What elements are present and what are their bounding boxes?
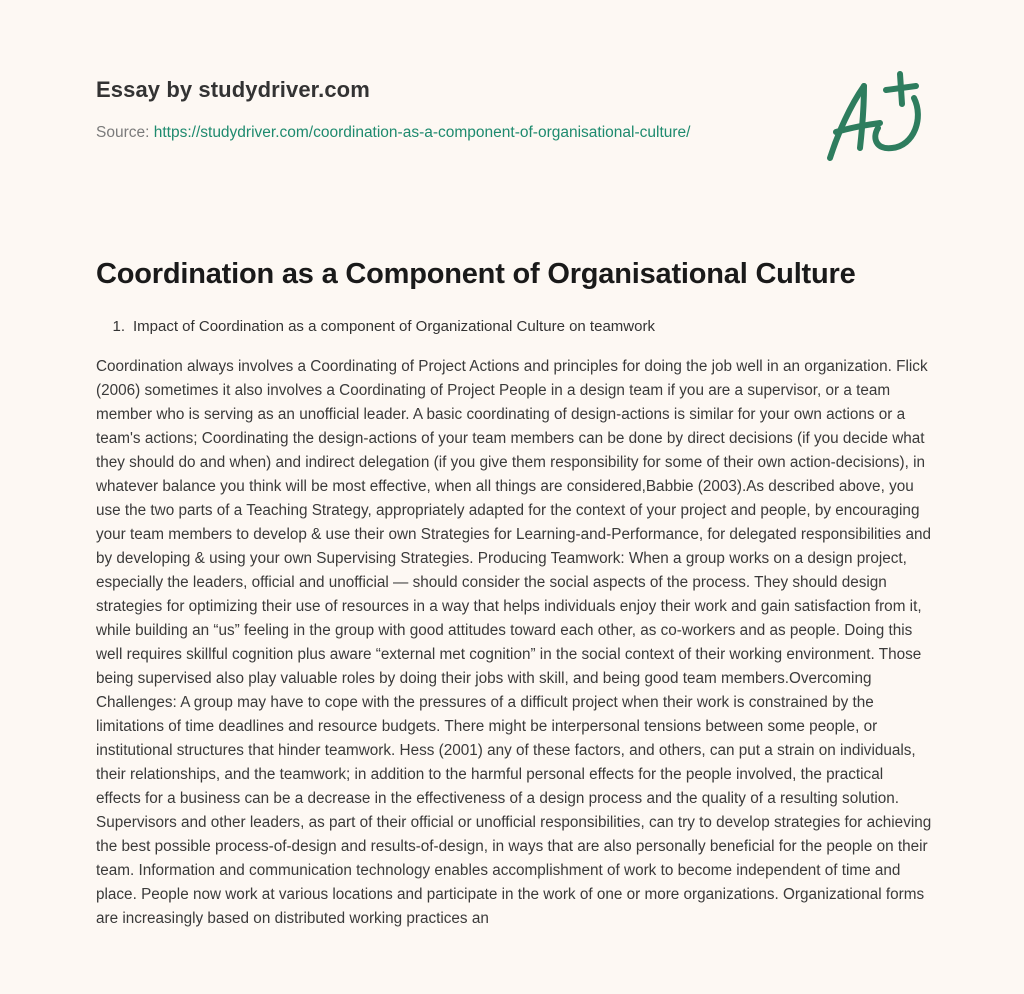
source-label: Source: xyxy=(96,124,150,141)
essay-header xyxy=(96,74,796,143)
article-body: Coordination always involves a Coordinating of Project Actions and principles for doing the job well in an organization. Flick (2006) sometimes it also involves a Coordinating of Project People in a design team if you are a supervisor, or a team member who is serving as an unofficial leader. A basic coordinating of design-actions is similar for your own actions or a team's actions; Coordinating the design-actions of your team members can be done by direct decisions (if you decide what they should do and when) and indirect delegation (if you give them responsibility for some of their own action-decisions), in whatever balance you think will be most effective, when all things are considered,Babbie (2003).As described above, you use the two parts of a Teaching Strategy, appropriately adapted for the context of your project and people, by encouraging your team members to develop & use their own Strategies for Learning-and-Performance, for delegated responsibilities and by developing & using your own Supervising Strategies. Producing Teamwork: When a group works on a design project, especially the leaders, official and unofficial — should consider the social aspects of the process. They should design strategies for optimizing their use of resources in a way that helps individuals enjoy their work and gain satisfaction from it, while building an “us” feeling in the group with good attitudes toward each other, as co-workers and as people. Doing this well requires skillful cognition plus aware “external met cognition” in the social context of their working environment. Those being supervised also play valuable roles by doing their jobs with skill, and being good team members.Overcoming Challenges: A group may have to cope with the pressures of a difficult project when their work is constrained by the limitations of time deadlines and resource budgets. There might be interpersonal tensions between some people, or institutional structures that hinder teamwork. Hess (2001) any of these factors, and others, can put a strain on individuals, their relationships, and the teamwork; in addition to the harmful personal effects for the people involved, the practical effects for a business can be a decrease in the effectiveness of a design process and the quality of a resulting solution. Supervisors and other leaders, as part of their official or unofficial responsibilities, can try to develop strategies for achieving the best possible process-of-design and results-of-design, in ways that are also personally beneficial for the people on their team. Information and communication technology enables accomplishment of work to become independent of time and place. People now work at various locations and participate in the work of one or more organizations. Organizational forms are increasingly based on distributed working practices an xyxy=(96,358,932,927)
site-title: Essay by studydriver.com xyxy=(96,77,370,102)
toc-item-label[interactable]: Impact of Coordination as a component of Organizational Culture on teamwork xyxy=(133,318,655,335)
table-of-contents xyxy=(96,316,655,338)
source-link[interactable]: https://studydriver.com/coordination-as-a-component-of-organisational-culture/ xyxy=(153,124,691,141)
source-line xyxy=(96,123,796,143)
toc-item-number: 1. xyxy=(112,318,125,335)
article-title: Coordination as a Component of Organisational Culture xyxy=(96,258,856,290)
a-plus-grade-icon xyxy=(820,68,930,168)
toc-item[interactable] xyxy=(96,316,655,338)
